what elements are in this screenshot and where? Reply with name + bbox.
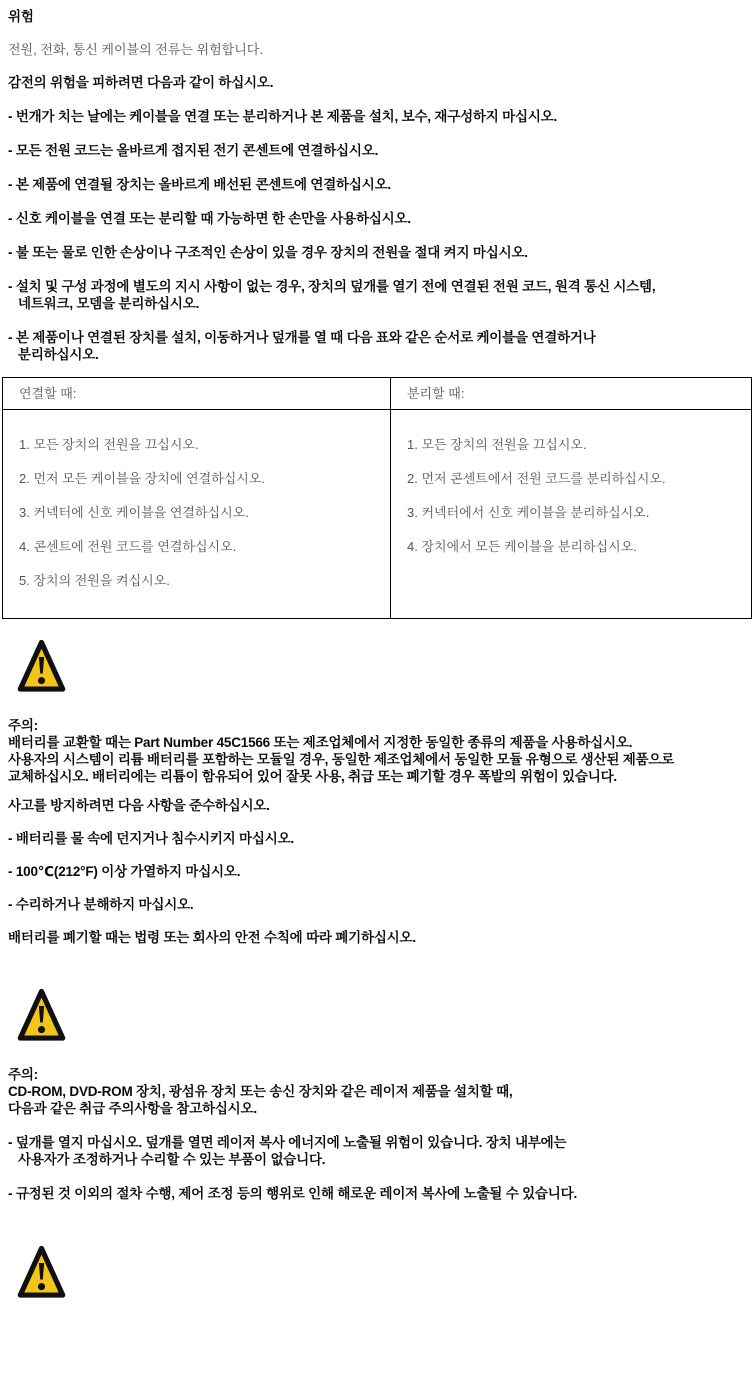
table-header-row <box>3 378 752 410</box>
bullet-line: - 본 제품이나 연결된 장치를 설치, 이동하거나 덮개를 열 때 다음 표와 같은 순서로 케이블을 연결하거나 <box>8 330 596 345</box>
table-step: 3. 커넥터에서 신호 케이블을 분리하십시오. <box>407 505 650 520</box>
danger-title: 위험 <box>8 9 34 24</box>
danger-intro: 전원, 전화, 통신 케이블의 전류는 위험합니다. <box>8 42 263 57</box>
battery-para-line: 교체하십시오. 배터리에는 리튬이 함유되어 있어 잘못 사용, 취급 또는 폐기할 경우 폭발의 위험이 있습니다. <box>8 769 617 784</box>
battery-disposal: 배터리를 폐기할 때는 법령 또는 회사의 안전 수칙에 따라 폐기하십시오. <box>8 930 416 945</box>
danger-bullet <box>8 210 752 227</box>
bullet-line: - 모든 전원 코드는 올바르게 접지된 전기 콘센트에 연결하십시오. <box>8 143 379 158</box>
danger-bullet <box>8 244 752 261</box>
battery-caution-section <box>8 717 752 946</box>
bullet-line: - 덮개를 열지 마십시오. 덮개를 열면 레이저 복사 에너지에 노출될 위험이 있습니다. 장치 내부에는 <box>8 1135 567 1150</box>
bullet-line: - 본 제품에 연결될 장치는 올바르게 배선된 콘센트에 연결하십시오. <box>8 177 391 192</box>
laser-para-line: CD-ROM, DVD-ROM 장치, 광섬유 장치 또는 송신 장치와 같은 레이저 제품을 설치할 때, <box>8 1084 513 1099</box>
bullet-line: - 신호 케이블을 연결 또는 분리할 때 가능하면 한 손만을 사용하십시오. <box>8 211 411 226</box>
laser-caution-section <box>8 1066 752 1202</box>
bullet-line: - 번개가 치는 날에는 케이블을 연결 또는 분리하거나 본 제품을 설치, 보수, 재구성하지 마십시오. <box>8 109 558 124</box>
battery-lead: 사고를 방지하려면 다음 사항을 준수하십시오. <box>8 798 270 813</box>
battery-bullet: - 100℃(212°F) 이상 가열하지 마십시오. <box>8 864 241 879</box>
disconnect-steps-cell <box>391 410 752 619</box>
table-step: 3. 커넥터에 신호 케이블을 연결하십시오. <box>19 505 249 520</box>
danger-bullet <box>8 278 752 312</box>
bullet-continuation-line: 사용자가 조정하거나 수리할 수 있는 부품이 없습니다. <box>18 1152 326 1167</box>
table-step: 5. 장치의 전원을 켜십시오. <box>19 573 170 588</box>
laser-bullet <box>8 1185 752 1202</box>
danger-bullet <box>8 176 752 193</box>
table-step: 1. 모든 장치의 전원을 끄십시오. <box>19 437 199 452</box>
bullet-line: - 규정된 것 이외의 절차 수행, 제어 조정 등의 행위로 인해 해로운 레이저 복사에 노출될 수 있습니다. <box>8 1186 578 1201</box>
battery-bullet: - 배터리를 물 속에 던지거나 침수시키지 마십시오. <box>8 831 294 846</box>
battery-para-line: 사용자의 시스템이 리튬 배터리를 포함하는 모듈일 경우, 동일한 제조업체에서 동일한 모듈 유형으로 생산된 제품으로 <box>8 752 675 767</box>
bullet-line: - 설치 및 구성 과정에 별도의 지시 사항이 없는 경우, 장치의 덮개를 열기 전에 연결된 전원 코드, 원격 통신 시스템, <box>8 279 656 294</box>
battery-para-line: 배터리를 교환할 때는 Part Number 45C1566 또는 제조업체에서 지정한 동일한 종류의 제품을 사용하십시오. <box>8 735 633 750</box>
table-step: 4. 콘센트에 전원 코드를 연결하십시오. <box>19 539 237 554</box>
caution-label: 주의: <box>8 718 38 733</box>
bullet-line: - 불 또는 물로 인한 손상이나 구조적인 손상이 있을 경우 장치의 전원을 절대 켜지 마십시오. <box>8 245 528 260</box>
danger-bullet <box>8 108 752 125</box>
table-step: 2. 먼저 콘센트에서 전원 코드를 분리하십시오. <box>407 471 666 486</box>
danger-bullet <box>8 329 752 363</box>
warning-triangle-icon <box>17 1244 66 1300</box>
table-step: 4. 장치에서 모든 케이블을 분리하십시오. <box>407 539 637 554</box>
danger-lead: 감전의 위험을 피하려면 다음과 같이 하십시오. <box>8 75 274 90</box>
laser-para-line: 다음과 같은 취급 주의사항을 참고하십시오. <box>8 1101 257 1116</box>
header-connect: 연결할 때: <box>3 378 391 410</box>
bullet-continuation-line: 분리하십시오. <box>18 347 99 362</box>
danger-section <box>8 8 752 363</box>
connect-steps-cell <box>3 410 391 619</box>
header-disconnect: 분리할 때: <box>391 378 752 410</box>
battery-bullet: - 수리하거나 분해하지 마십시오. <box>8 897 194 912</box>
warning-triangle-icon <box>17 987 66 1043</box>
laser-bullet <box>8 1134 752 1168</box>
caution-label: 주의: <box>8 1067 38 1082</box>
warning-triangle-icon <box>17 638 66 694</box>
table-step: 1. 모든 장치의 전원을 끄십시오. <box>407 437 587 452</box>
bullet-continuation-line: 네트워크, 모뎀을 분리하십시오. <box>18 296 200 311</box>
danger-bullet <box>8 142 752 159</box>
table-body-row <box>3 410 752 619</box>
table-step: 2. 먼저 모든 케이블을 장치에 연결하십시오. <box>19 471 265 486</box>
cable-order-table <box>2 377 752 619</box>
